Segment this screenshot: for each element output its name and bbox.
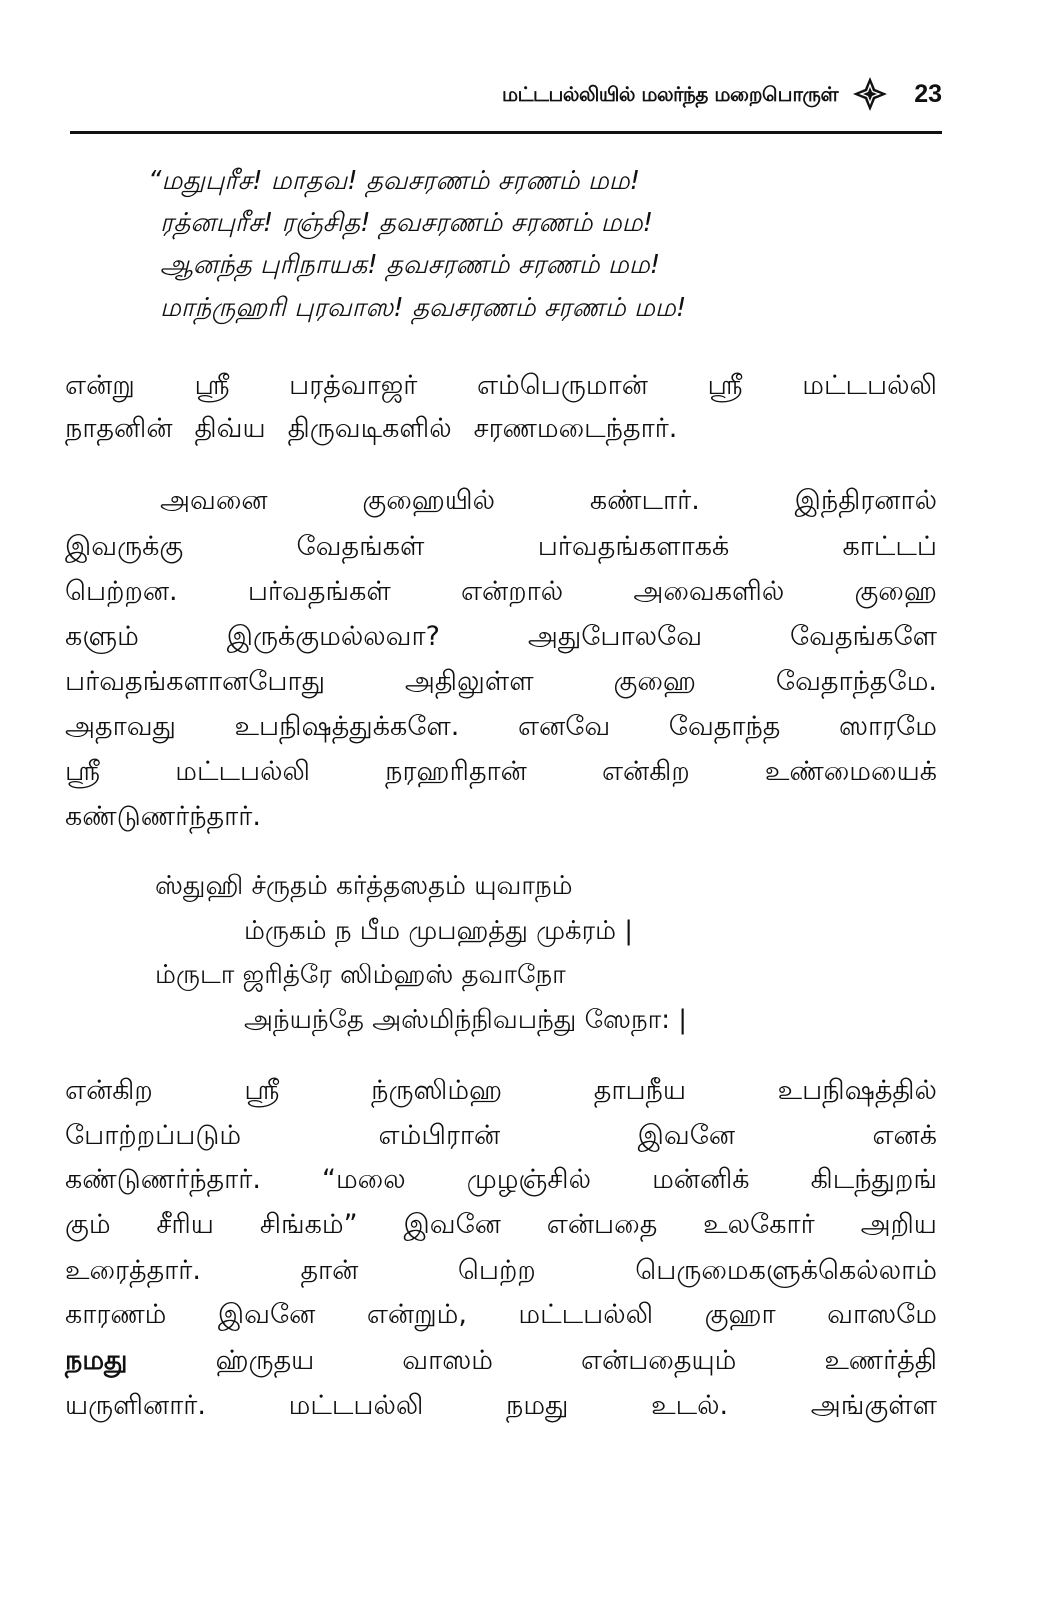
paragraph-line bbox=[65, 533, 937, 560]
paragraph-line bbox=[65, 415, 937, 442]
word: முழஞ்சில் bbox=[466, 1164, 591, 1195]
word: பரத்வாஜர் bbox=[289, 370, 418, 401]
word: இவனே bbox=[637, 1120, 736, 1151]
verse-line: ரத்னபுரீச! ரஞ்சித! தவசரணம் சரணம் மம! bbox=[160, 208, 654, 238]
paragraph-line bbox=[160, 487, 937, 514]
ornament-icon bbox=[852, 76, 888, 112]
word: களும் bbox=[65, 621, 139, 652]
word: இவனே bbox=[403, 1209, 501, 1240]
word: பெற்றன. bbox=[65, 576, 178, 607]
word: உபநிஷத்துக்களே. bbox=[234, 711, 460, 742]
word: உலகோர் bbox=[703, 1209, 815, 1240]
word: என்றும், bbox=[366, 1299, 467, 1330]
word: இவனே bbox=[217, 1299, 316, 1330]
word: என்றால் bbox=[460, 576, 564, 607]
word: மட்டபல்லி bbox=[288, 1390, 424, 1421]
word: ஸ்ரீ bbox=[707, 370, 743, 401]
word: குஹையில் bbox=[362, 485, 496, 516]
word: எனவே bbox=[517, 711, 611, 742]
word: என்பதை bbox=[546, 1209, 658, 1240]
word: அதாவது bbox=[65, 711, 176, 742]
word: தாபநீய bbox=[593, 1075, 687, 1106]
word: பெருமைகளுக்கெல்லாம் bbox=[635, 1255, 937, 1286]
word: குஹா bbox=[704, 1299, 776, 1330]
word: கண்டுணர்ந்தார். bbox=[65, 1164, 261, 1195]
word: கண்டார். bbox=[589, 485, 700, 516]
word: ஸ்ரீ bbox=[65, 756, 101, 787]
word: மட்டபல்லி bbox=[518, 1299, 654, 1330]
word: நரஹரிதான் bbox=[385, 756, 527, 787]
word: திவ்ய bbox=[194, 413, 266, 444]
word: கும் bbox=[65, 1209, 111, 1240]
paragraph-line bbox=[65, 713, 937, 740]
paragraph-line bbox=[65, 1077, 937, 1104]
verse-line: ஆனந்த புரிநாயக! தவசரணம் சரணம் மம! bbox=[160, 250, 661, 280]
word: இந்திரனால் bbox=[794, 485, 937, 516]
word: சிங்கம்” bbox=[259, 1209, 358, 1240]
word: அதிலுள்ள bbox=[404, 666, 534, 697]
word: ஹ்ருதய bbox=[215, 1345, 315, 1376]
word: காரணம் bbox=[65, 1299, 167, 1330]
word: வேதங்கள் bbox=[296, 531, 425, 562]
running-header-title: மட்டபல்லியில் மலர்ந்த மறைபொருள் bbox=[502, 82, 838, 106]
word: நமது bbox=[506, 1390, 569, 1421]
word: போற்றப்படும் bbox=[65, 1120, 242, 1151]
verse-line: “மதுபுரீச! மாதவ! தவசரணம் சரணம் மம! bbox=[148, 166, 641, 196]
word: வாஸமே bbox=[827, 1299, 937, 1330]
paragraph-line bbox=[65, 1166, 937, 1193]
word: குஹை bbox=[613, 666, 696, 697]
word: உணர்த்தி bbox=[824, 1345, 937, 1376]
paragraph-line bbox=[65, 1211, 937, 1238]
word: அறிய bbox=[860, 1209, 937, 1240]
paragraph-line bbox=[65, 578, 937, 605]
word: குஹை bbox=[854, 576, 937, 607]
word: என்கிற bbox=[601, 756, 690, 787]
sloka-line: ஸ்துஹி ச்ருதம் கர்த்தஸதம் யுவாநம் bbox=[155, 871, 573, 901]
word: உரைத்தார். bbox=[65, 1255, 201, 1286]
word: அதுபோலவே bbox=[527, 621, 703, 652]
paragraph-line bbox=[65, 1347, 937, 1374]
word: இருக்குமல்லவா? bbox=[226, 621, 440, 652]
word: கிடந்துறங் bbox=[810, 1164, 937, 1195]
word: பர்வதங்களாகக் bbox=[537, 531, 730, 562]
word: வேதாந்த bbox=[668, 711, 781, 742]
sloka-line: அந்யந்தே அஸ்மிந்நிவபந்து ஸேநா: | bbox=[244, 1005, 688, 1035]
word: உபநிஷத்தில் bbox=[777, 1075, 937, 1106]
word: சீரிய bbox=[156, 1209, 214, 1240]
word: யருளினார். bbox=[65, 1390, 206, 1421]
header-rule bbox=[70, 131, 942, 134]
word: மட்டபல்லி bbox=[802, 370, 937, 401]
word: வேதங்களே bbox=[789, 621, 937, 652]
paragraph-line bbox=[65, 1257, 937, 1284]
word: ஸாரமே bbox=[838, 711, 937, 742]
sloka-line: ம்ருகம் ந பீம முபஹத்து முக்ரம் | bbox=[244, 916, 634, 946]
word: எம்பெருமான் bbox=[476, 370, 648, 401]
word: பெற்ற bbox=[457, 1255, 536, 1286]
word: அவனை bbox=[160, 485, 268, 516]
word: நாதனின் bbox=[65, 413, 173, 444]
sloka-line: ம்ருடா ஜரித்ரே ஸிம்ஹஸ் தவாநோ bbox=[155, 960, 566, 990]
word: என்பதையும் bbox=[580, 1345, 737, 1376]
word: அங்குள்ள bbox=[810, 1390, 937, 1421]
word: வாஸம் bbox=[402, 1345, 493, 1376]
word: தான் bbox=[300, 1255, 359, 1286]
word: இவருக்கு bbox=[65, 531, 184, 562]
word: காட்டப் bbox=[842, 531, 937, 562]
paragraph-line bbox=[65, 623, 937, 650]
paragraph-line bbox=[65, 758, 937, 785]
running-header bbox=[70, 76, 942, 120]
paragraph-line bbox=[65, 1122, 937, 1149]
word: மன்னிக் bbox=[652, 1164, 750, 1195]
word: பர்வதங்கள் bbox=[247, 576, 391, 607]
paragraph-line bbox=[65, 1392, 937, 1419]
word: ந்ருஸிம்ஹ bbox=[371, 1075, 503, 1106]
paragraph-line bbox=[65, 803, 937, 830]
word: அவைகளில் bbox=[633, 576, 785, 607]
word: மட்டபல்லி bbox=[175, 756, 310, 787]
word: ஸ்ரீ bbox=[244, 1075, 280, 1106]
paragraph-line bbox=[65, 372, 937, 399]
word: பர்வதங்களானபோது bbox=[65, 666, 325, 697]
word: கண்டுணர்ந்தார். bbox=[65, 801, 261, 832]
page-number: 23 bbox=[914, 80, 942, 108]
word: ஸ்ரீ bbox=[194, 370, 230, 401]
paragraph-line bbox=[65, 668, 937, 695]
word: எனக் bbox=[872, 1120, 937, 1151]
word: நமது bbox=[65, 1345, 128, 1376]
word: எம்பிரான் bbox=[378, 1120, 501, 1151]
word: “மலை bbox=[321, 1164, 406, 1195]
paragraph-line bbox=[65, 1301, 937, 1328]
word: வேதாந்தமே. bbox=[775, 666, 937, 697]
word: உடல். bbox=[651, 1390, 729, 1421]
verse-line: மாந்ருஹரி புரவாஸ! தவசரணம் சரணம் மம! bbox=[160, 293, 687, 323]
word: என்று bbox=[65, 370, 135, 401]
word: திருவடிகளில் bbox=[287, 413, 452, 444]
word: என்கிற bbox=[65, 1075, 153, 1106]
word: உண்மையைக் bbox=[764, 756, 937, 787]
word: சரணமடைந்தார். bbox=[473, 413, 678, 444]
